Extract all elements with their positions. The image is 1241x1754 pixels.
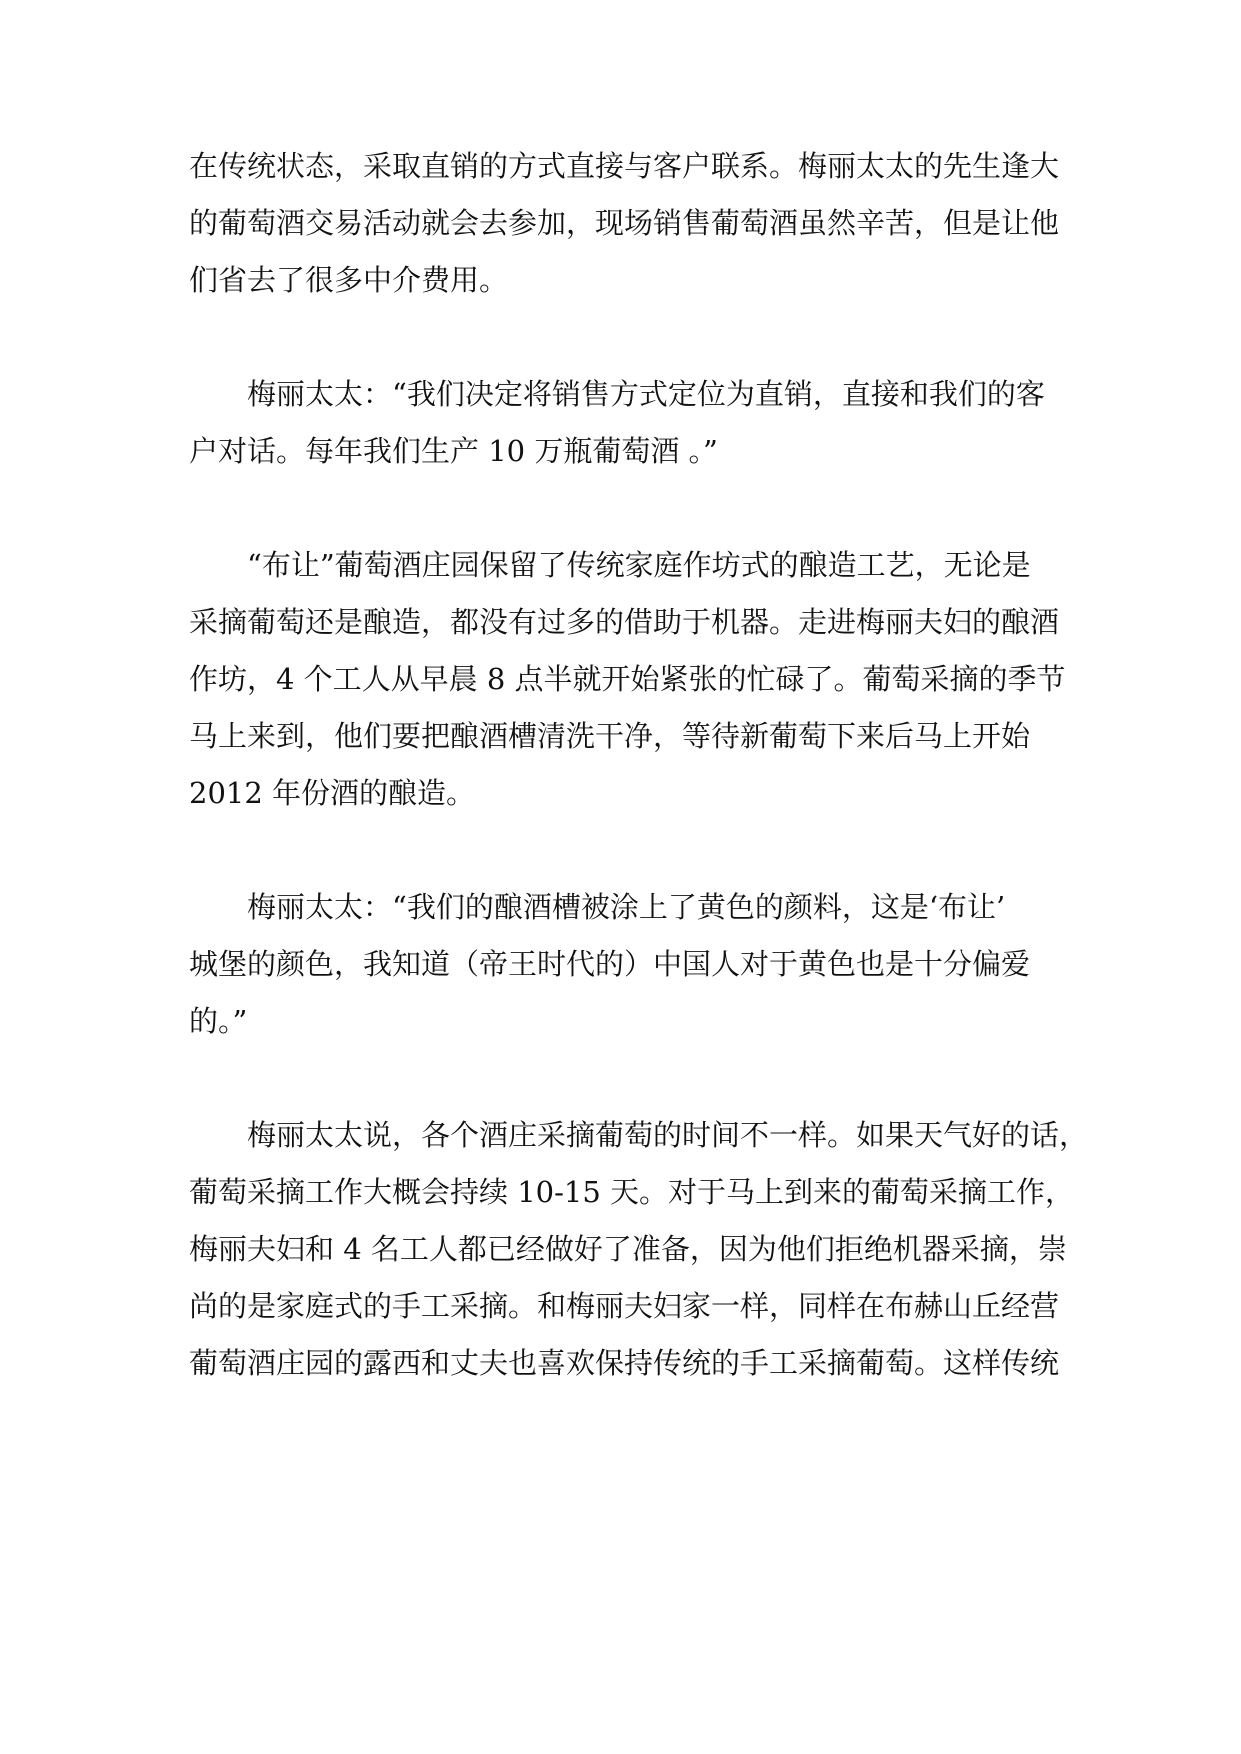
paragraph-5-line-4: 尚的是家庭式的手工采摘。和梅丽夫妇家一样，同样在布赫山丘经营 xyxy=(189,1289,1060,1323)
paragraph-3-line-4: 马上来到，他们要把酿酒槽清洗干净，等待新葡萄下来后马上开始 xyxy=(189,719,1031,753)
paragraph-4-line-2: 城堡的颜色，我知道（帝王时代的）中国人对于黄色也是十分偏爱 xyxy=(189,947,1031,981)
paragraph-3-line-5: 2012 年份酒的酿造。 xyxy=(189,776,476,810)
paragraph-1-line-2: 的葡萄酒交易活动就会去参加，现场销售葡萄酒虽然辛苦，但是让他 xyxy=(189,206,1060,240)
paragraph-4-line-1: 梅丽太太：“我们的酿酒槽被涂上了黄色的颜料，这是‘布让’ xyxy=(247,890,1006,924)
paragraph-5-line-5: 葡萄酒庄园的露西和丈夫也喜欢保持传统的手工采摘葡萄。这样传统 xyxy=(189,1346,1060,1380)
paragraph-5-line-2: 葡萄采摘工作大概会持续 10-15 天。对于马上到来的葡萄采摘工作， xyxy=(189,1175,1075,1209)
paragraph-2-line-1: 梅丽太太：“我们决定将销售方式定位为直销，直接和我们的客 xyxy=(247,377,1045,411)
paragraph-1-line-3: 们省去了很多中介费用。 xyxy=(189,263,509,297)
paragraph-2-line-2: 户对话。每年我们生产 10 万瓶葡萄酒 。” xyxy=(189,434,718,468)
paragraph-3-line-3: 作坊，4 个工人从早晨 8 点半就开始紧张的忙碌了。葡萄采摘的季节 xyxy=(189,662,1066,696)
paragraph-5-line-1: 梅丽太太说，各个酒庄采摘葡萄的时间不一样。如果天气好的话， xyxy=(247,1118,1089,1152)
paragraph-5-line-3: 梅丽夫妇和 4 名工人都已经做好了准备，因为他们拒绝机器采摘，崇 xyxy=(189,1232,1067,1266)
paragraph-3-line-1: “布让”葡萄酒庄园保留了传统家庭作坊式的酿造工艺，无论是 xyxy=(247,548,1031,582)
paragraph-4-line-3: 的。” xyxy=(189,1004,248,1038)
paragraph-3-line-2: 采摘葡萄还是酿造，都没有过多的借助于机器。走进梅丽夫妇的酿酒 xyxy=(189,605,1060,639)
paragraph-1-line-1: 在传统状态，采取直销的方式直接与客户联系。梅丽太太的先生逢大 xyxy=(189,149,1060,183)
